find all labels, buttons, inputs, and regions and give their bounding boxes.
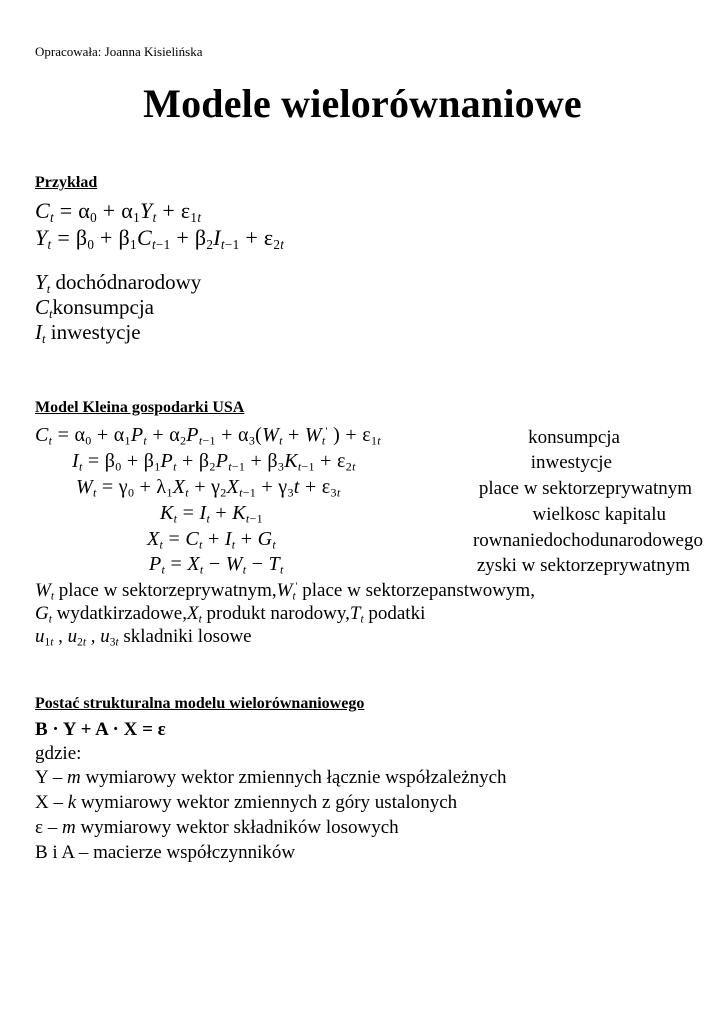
label-income: rownaniedochodunarodowego: [472, 530, 703, 551]
klein-equation-capital: $K_t = I_t + K_{t-1}$: [160, 502, 263, 526]
klein-heading: Model Kleina gospodarki USA: [35, 399, 245, 416]
klein-legend-line-2: $G_t$ $wydatkirzadowe,X_t$ produkt $narodowy,T_t$ podatki: [35, 603, 426, 626]
definition-y: $Y_t$ dochódnarodowy: [35, 270, 202, 296]
klein-equation-profits: $P_t = X_t - W_t - T_t$: [149, 553, 284, 577]
klein-equation-investment: $I_t = \beta_0 + \beta_1P_t + \beta_2P_{t-1} + \beta_3K_{t-1} + \varepsilon_{2t}$: [72, 450, 356, 474]
structural-heading: Postać strukturalna modelu wielorównaniowego: [35, 695, 365, 712]
label-profits: zyski w sektorzeprywatnym: [476, 555, 690, 576]
klein-equation-wages: $W_t = \gamma_0 + \lambda_1X_t + \gamma_2X_{t-1} + \gamma_3t + \varepsilon_{3t}$: [76, 476, 341, 500]
structural-formula: B · Y + A · X = ε: [35, 719, 166, 740]
example-equation-2: $Y_t = \beta_0 + \beta_1C_{t-1} + \beta_2I_{t-1} + \varepsilon_{2t}$: [35, 225, 285, 252]
page-title: Modele wielorównaniowe: [143, 81, 582, 126]
label-consumption: konsumpcja: [528, 427, 620, 448]
example-heading: Przykład: [35, 174, 98, 191]
klein-equation-income: $X_t = C_t + I_t + G_t$: [147, 528, 277, 552]
definition-i: $I_t$ inwestycje: [35, 320, 141, 346]
structural-line-y: Y – m wymiarowy wektor zmiennych łącznie współzależnych: [35, 767, 507, 788]
definition-c: $C_tkonsumpcja$: [35, 295, 154, 321]
klein-legend-line-1: $W_t$ place w $sektorzeprywatnym,W_t'$ place w sektorzepanstwowym,: [35, 580, 535, 603]
label-investment: inwestycje: [530, 452, 612, 473]
klein-legend-line-3: $u_{1t}$ , $u_{2t}$ , $u_{3t}$ skladniki losowe: [35, 626, 252, 649]
label-capital: wielkosc kapitalu: [532, 504, 666, 525]
klein-equation-consumption: $C_t = \alpha_0 + \alpha_1P_t + \alpha_2P_{t-1} + \alpha_3(W_t + W_t'$ ) + $\varepsilon_{1t}$: [35, 424, 381, 448]
structural-line-x: X – k wymiarowy wektor zmiennych z góry ustalonych: [35, 792, 458, 813]
structural-where: gdzie:: [35, 743, 82, 764]
structural-line-epsilon: ε – m wymiarowy wektor składników losowych: [35, 817, 399, 838]
author-line: Opracowała: Joanna Kisielińska: [35, 44, 203, 59]
example-equation-1: $C_t = \alpha_0 + \alpha_1Y_t + \varepsilon_{1t}$: [35, 198, 202, 225]
structural-line-matrices: B i A – macierze współczynników: [35, 842, 296, 863]
label-private-wages: place w sektorzeprywatnym: [478, 478, 692, 499]
